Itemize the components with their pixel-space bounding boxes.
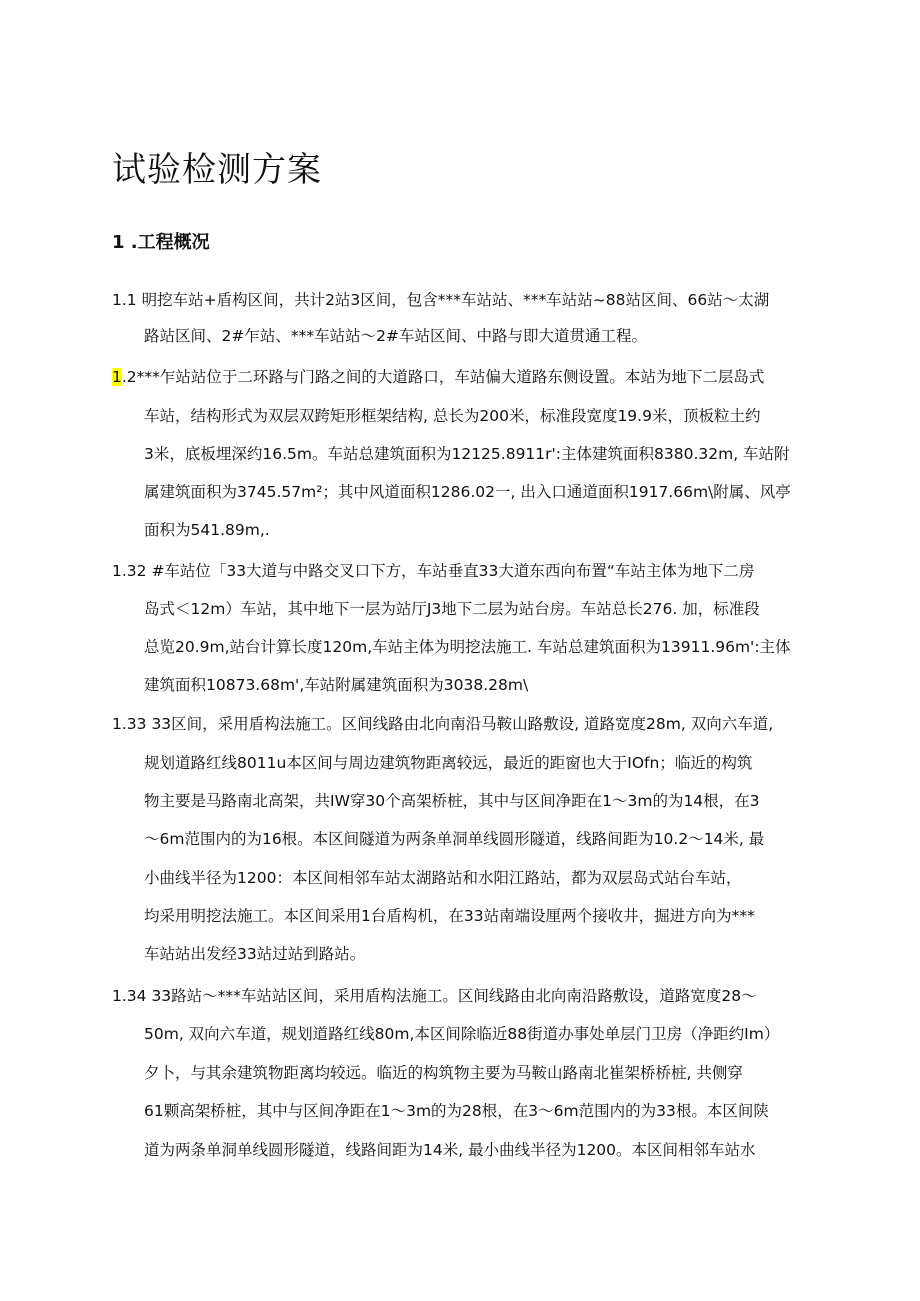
- paragraph-line: 1.1 明挖车站+盾构区间，共计2站3区间，包含***车站站、***车站站~88站区间、66站～太湖: [112, 291, 770, 309]
- paragraph-line: 规划道路红线8011u本区间与周边建筑物距离较远，最近的距窗也大于IOfn；临近的构筑: [144, 754, 753, 772]
- paragraph-line: 建筑面积10873.68m',车站附属建筑面积为3038.28m\: [144, 676, 529, 694]
- paragraph-line: 均采用明挖法施工。本区间采用1台盾构机，在33站南端设厘两个接收井，掘进方向为***: [144, 907, 755, 925]
- page-title: 试验检测方案: [112, 150, 322, 190]
- paragraph-line-first: [112, 367, 764, 387]
- paragraph-line: 物主要是马路南北高架，共IW穿30个高架桥桩，其中与区间净距在1～3m的为14根，在3: [144, 792, 760, 810]
- paragraph-line: ～6m范围内的为16根。本区间隧道为两条单洞单线圆形隧道，线路间距为10.2～14米, 最: [144, 830, 765, 848]
- paragraph-line: 50m, 双向六车道，规划道路红线80m,本区间除临近88街道办事处单层门卫房（净距约Im）: [144, 1025, 780, 1043]
- section-heading: 1 .工程概况: [112, 232, 210, 253]
- paragraph-line: 小曲线半径为1200：本区间相邻车站太湖路站和水阳江路站，都为双层岛式站台车站，: [144, 869, 742, 887]
- paragraph-line: 1.34 33路站～***车站站区间，采用盾构法施工。区间线路由北向南沿路敷设，道路宽度28～: [112, 987, 757, 1005]
- highlight-mark: 1: [112, 368, 122, 386]
- paragraph-line: 路站区间、2#乍站、***车站站～2#车站区间、中路与即大道贯通工程。: [144, 327, 647, 345]
- paragraph-line: 车站站出发经33站过站到路站。: [144, 945, 366, 963]
- paragraph-line-text: .2***乍站站位于二环路与门路之间的大道路口，车站偏大道路东侧设置。本站为地下二层岛式: [121, 368, 765, 386]
- paragraph-line: 面积为541.89m,.: [144, 521, 270, 539]
- paragraph-line: 1.33 33区间，采用盾构法施工。区间线路由北向南沿马鞍山路敷设, 道路宽度28m, 双向六车道,: [112, 715, 774, 733]
- paragraph-line: 3米，底板埋深约16.5m。车站总建筑面积为12125.8911r':主体建筑面积8380.32m, 车站附: [144, 445, 790, 463]
- paragraph-line: 1.32 #车站位「33大道与中路交叉口下方，车站垂直33大道东西向布置“车站主体为地下二房: [112, 562, 755, 580]
- paragraph-line: 总览20.9m,站台计算长度120m,车站主体为明挖法施工. 车站总建筑面积为13911.96m':主体: [144, 638, 791, 656]
- paragraph-line: 道为两条单洞单线圆形隧道，线路间距为14米, 最小曲线半径为1200。本区间相邻车站水: [144, 1141, 756, 1159]
- paragraph-line: 61颗高架桥桩，其中与区间净距在1～3m的为28根，在3～6m范围内的为33根。本区间陕: [144, 1102, 769, 1120]
- paragraph-line: 岛式＜12m）车站，其中地下一层为站厅J3地下二层为站台房。车站总长276. 加，标准段: [144, 600, 760, 618]
- paragraph-line: 夕卜，与其余建筑物距离均较远。临近的构筑物主要为马鞍山路南北崔架桥桥桩, 共侧穿: [144, 1064, 743, 1082]
- paragraph-line: 车站，结构形式为双层双跨矩形框架结构, 总长为200米，标准段宽度19.9米，顶板粒土约: [144, 407, 761, 425]
- paragraph-line: 属建筑面积为3745.57m²；其中风道面积1286.02一, 出入口通道面积1917.66m\附属、风亭: [144, 483, 791, 501]
